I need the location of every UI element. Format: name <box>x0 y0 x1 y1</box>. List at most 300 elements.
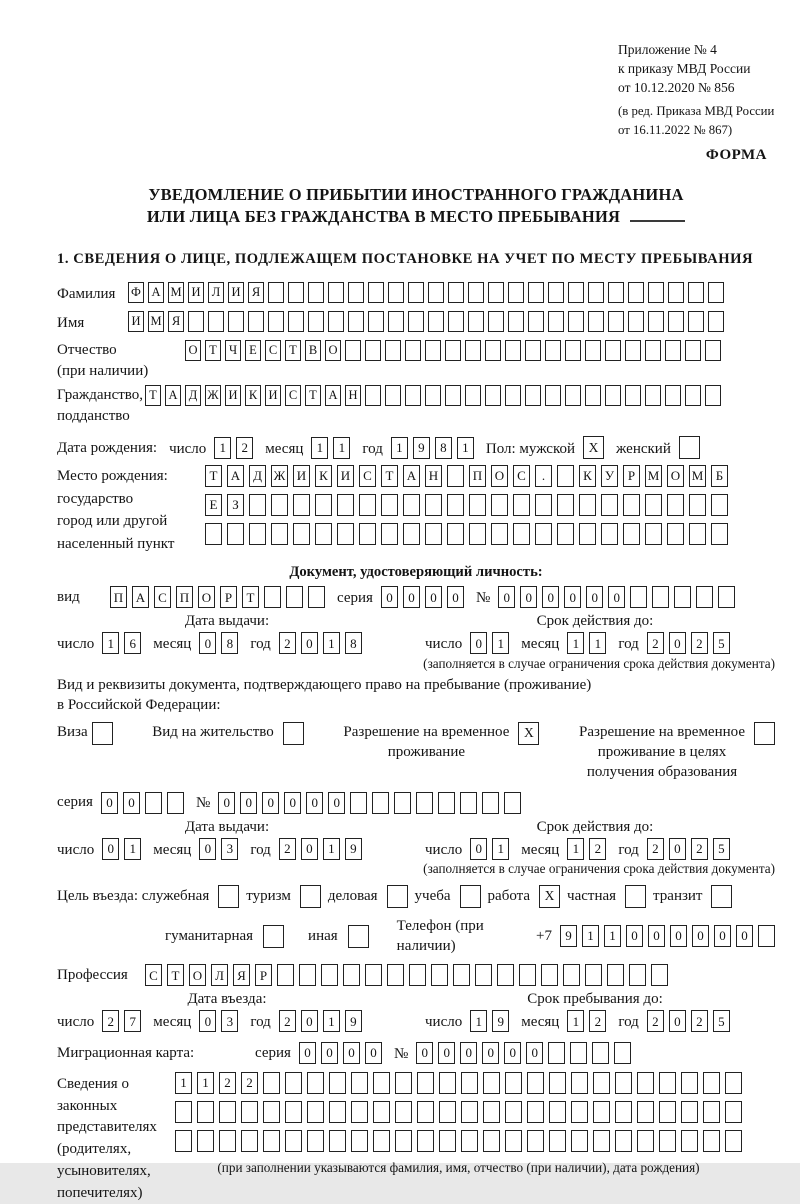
char-cell[interactable] <box>241 1101 258 1123</box>
char-cell[interactable]: 6 <box>124 632 141 654</box>
char-cell[interactable]: Д <box>249 465 266 487</box>
char-cell[interactable]: 0 <box>498 586 515 608</box>
char-cell[interactable] <box>528 282 544 303</box>
char-cell[interactable] <box>321 964 338 986</box>
char-cell[interactable] <box>605 385 621 406</box>
visa-checkbox[interactable] <box>92 722 113 745</box>
char-cell[interactable] <box>681 1072 698 1094</box>
char-cell[interactable] <box>685 340 701 361</box>
char-cell[interactable] <box>557 494 574 516</box>
char-cell[interactable] <box>549 1101 566 1123</box>
char-cell[interactable] <box>482 792 499 814</box>
char-cell[interactable] <box>431 964 448 986</box>
char-cell[interactable] <box>708 311 724 332</box>
char-cell[interactable]: М <box>168 282 184 303</box>
char-cell[interactable] <box>447 494 464 516</box>
char-cell[interactable] <box>623 523 640 545</box>
char-cell[interactable] <box>359 523 376 545</box>
char-cell[interactable] <box>703 1101 720 1123</box>
char-cell[interactable] <box>668 282 684 303</box>
char-cell[interactable]: 0 <box>586 586 603 608</box>
char-cell[interactable]: 1 <box>567 838 584 860</box>
char-cell[interactable] <box>689 494 706 516</box>
char-cell[interactable] <box>637 1101 654 1123</box>
char-cell[interactable] <box>725 1130 742 1152</box>
purpose-humanitarian-checkbox[interactable] <box>263 925 284 948</box>
char-cell[interactable]: 1 <box>214 437 231 459</box>
char-cell[interactable]: П <box>469 465 486 487</box>
char-cell[interactable]: С <box>154 586 171 608</box>
char-cell[interactable] <box>565 385 581 406</box>
char-cell[interactable] <box>271 523 288 545</box>
purpose-business-checkbox[interactable] <box>387 885 408 908</box>
purpose-work-checkbox[interactable]: X <box>539 885 560 908</box>
char-cell[interactable]: 1 <box>582 925 599 947</box>
char-cell[interactable] <box>725 1101 742 1123</box>
char-cell[interactable] <box>652 586 669 608</box>
char-cell[interactable] <box>268 311 284 332</box>
char-cell[interactable]: П <box>176 586 193 608</box>
char-cell[interactable] <box>497 964 514 986</box>
char-cell[interactable] <box>659 1072 676 1094</box>
char-cell[interactable]: 1 <box>567 632 584 654</box>
sex-female-checkbox[interactable] <box>679 436 700 459</box>
char-cell[interactable] <box>608 311 624 332</box>
char-cell[interactable] <box>528 311 544 332</box>
char-cell[interactable]: 1 <box>323 632 340 654</box>
char-cell[interactable]: 1 <box>175 1072 192 1094</box>
char-cell[interactable] <box>548 282 564 303</box>
char-cell[interactable] <box>488 282 504 303</box>
char-cell[interactable] <box>228 311 244 332</box>
char-cell[interactable] <box>725 1072 742 1094</box>
purpose-tourism-checkbox[interactable] <box>300 885 321 908</box>
char-cell[interactable] <box>718 586 735 608</box>
char-cell[interactable] <box>588 311 604 332</box>
char-cell[interactable]: 3 <box>221 838 238 860</box>
char-cell[interactable]: 1 <box>470 1010 487 1032</box>
char-cell[interactable] <box>585 340 601 361</box>
char-cell[interactable] <box>504 792 521 814</box>
char-cell[interactable]: А <box>165 385 181 406</box>
char-cell[interactable]: 1 <box>311 437 328 459</box>
char-cell[interactable] <box>395 1101 412 1123</box>
char-cell[interactable]: 9 <box>560 925 577 947</box>
char-cell[interactable] <box>417 1101 434 1123</box>
char-cell[interactable] <box>615 1130 632 1152</box>
char-cell[interactable]: 0 <box>648 925 665 947</box>
char-cell[interactable]: 0 <box>692 925 709 947</box>
char-cell[interactable]: И <box>188 282 204 303</box>
char-cell[interactable]: К <box>245 385 261 406</box>
char-cell[interactable]: Е <box>245 340 261 361</box>
char-cell[interactable] <box>445 385 461 406</box>
char-cell[interactable]: 2 <box>691 1010 708 1032</box>
char-cell[interactable] <box>175 1130 192 1152</box>
char-cell[interactable] <box>365 385 381 406</box>
char-cell[interactable]: О <box>325 340 341 361</box>
char-cell[interactable] <box>388 282 404 303</box>
char-cell[interactable]: И <box>293 465 310 487</box>
char-cell[interactable]: Е <box>205 494 222 516</box>
char-cell[interactable]: О <box>667 465 684 487</box>
char-cell[interactable]: Ж <box>271 465 288 487</box>
char-cell[interactable] <box>337 523 354 545</box>
char-cell[interactable] <box>385 385 401 406</box>
char-cell[interactable] <box>508 282 524 303</box>
char-cell[interactable] <box>615 1101 632 1123</box>
char-cell[interactable]: Т <box>145 385 161 406</box>
char-cell[interactable] <box>601 523 618 545</box>
purpose-private-checkbox[interactable] <box>625 885 646 908</box>
char-cell[interactable] <box>469 494 486 516</box>
char-cell[interactable]: 1 <box>124 838 141 860</box>
char-cell[interactable] <box>527 1072 544 1094</box>
char-cell[interactable]: 0 <box>365 1042 382 1064</box>
char-cell[interactable] <box>373 1072 390 1094</box>
char-cell[interactable]: 0 <box>608 586 625 608</box>
char-cell[interactable]: С <box>285 385 301 406</box>
char-cell[interactable] <box>368 282 384 303</box>
char-cell[interactable]: П <box>110 586 127 608</box>
char-cell[interactable]: В <box>305 340 321 361</box>
char-cell[interactable] <box>381 523 398 545</box>
char-cell[interactable] <box>579 523 596 545</box>
char-cell[interactable]: С <box>513 465 530 487</box>
char-cell[interactable]: 0 <box>301 1010 318 1032</box>
char-cell[interactable] <box>219 1101 236 1123</box>
char-cell[interactable] <box>293 523 310 545</box>
char-cell[interactable] <box>681 1101 698 1123</box>
char-cell[interactable] <box>438 792 455 814</box>
char-cell[interactable]: 2 <box>279 1010 296 1032</box>
char-cell[interactable]: 2 <box>647 632 664 654</box>
char-cell[interactable] <box>394 792 411 814</box>
char-cell[interactable] <box>365 340 381 361</box>
char-cell[interactable]: Н <box>425 465 442 487</box>
char-cell[interactable] <box>461 1101 478 1123</box>
char-cell[interactable]: 0 <box>123 792 140 814</box>
char-cell[interactable]: С <box>359 465 376 487</box>
char-cell[interactable] <box>485 385 501 406</box>
char-cell[interactable]: 2 <box>647 838 664 860</box>
char-cell[interactable] <box>593 1130 610 1152</box>
char-cell[interactable] <box>288 282 304 303</box>
char-cell[interactable] <box>350 792 367 814</box>
char-cell[interactable] <box>607 964 624 986</box>
char-cell[interactable]: 1 <box>391 437 408 459</box>
char-cell[interactable]: 2 <box>691 838 708 860</box>
char-cell[interactable] <box>571 1072 588 1094</box>
char-cell[interactable] <box>263 1072 280 1094</box>
char-cell[interactable] <box>703 1072 720 1094</box>
char-cell[interactable] <box>285 1101 302 1123</box>
char-cell[interactable] <box>668 311 684 332</box>
char-cell[interactable] <box>571 1101 588 1123</box>
char-cell[interactable]: К <box>315 465 332 487</box>
char-cell[interactable] <box>711 494 728 516</box>
char-cell[interactable]: 2 <box>279 632 296 654</box>
char-cell[interactable] <box>219 1130 236 1152</box>
char-cell[interactable] <box>288 311 304 332</box>
char-cell[interactable] <box>188 311 204 332</box>
char-cell[interactable] <box>248 311 264 332</box>
char-cell[interactable]: Ф <box>128 282 144 303</box>
char-cell[interactable]: 0 <box>321 1042 338 1064</box>
char-cell[interactable] <box>460 792 477 814</box>
char-cell[interactable]: 2 <box>102 1010 119 1032</box>
char-cell[interactable] <box>625 340 641 361</box>
char-cell[interactable] <box>395 1072 412 1094</box>
char-cell[interactable]: 0 <box>470 632 487 654</box>
char-cell[interactable] <box>488 311 504 332</box>
char-cell[interactable]: 0 <box>714 925 731 947</box>
char-cell[interactable]: 0 <box>101 792 118 814</box>
char-cell[interactable]: 0 <box>301 838 318 860</box>
char-cell[interactable] <box>447 523 464 545</box>
char-cell[interactable] <box>548 311 564 332</box>
char-cell[interactable]: 0 <box>301 632 318 654</box>
char-cell[interactable] <box>348 282 364 303</box>
char-cell[interactable] <box>508 311 524 332</box>
char-cell[interactable] <box>408 311 424 332</box>
char-cell[interactable] <box>403 523 420 545</box>
char-cell[interactable]: А <box>148 282 164 303</box>
char-cell[interactable] <box>175 1101 192 1123</box>
char-cell[interactable] <box>286 586 303 608</box>
char-cell[interactable] <box>557 523 574 545</box>
char-cell[interactable] <box>579 494 596 516</box>
char-cell[interactable] <box>365 964 382 986</box>
char-cell[interactable] <box>637 1072 654 1094</box>
char-cell[interactable] <box>307 1130 324 1152</box>
char-cell[interactable]: 8 <box>345 632 362 654</box>
sex-male-checkbox[interactable]: X <box>583 436 604 459</box>
char-cell[interactable] <box>667 523 684 545</box>
char-cell[interactable]: 1 <box>457 437 474 459</box>
char-cell[interactable] <box>307 1072 324 1094</box>
char-cell[interactable]: 1 <box>589 632 606 654</box>
char-cell[interactable] <box>696 586 713 608</box>
char-cell[interactable]: Л <box>211 964 228 986</box>
char-cell[interactable]: 8 <box>435 437 452 459</box>
char-cell[interactable] <box>705 340 721 361</box>
char-cell[interactable] <box>505 340 521 361</box>
char-cell[interactable] <box>329 1072 346 1094</box>
char-cell[interactable]: Я <box>168 311 184 332</box>
char-cell[interactable]: 2 <box>241 1072 258 1094</box>
char-cell[interactable] <box>625 385 641 406</box>
char-cell[interactable] <box>548 1042 565 1064</box>
char-cell[interactable]: 1 <box>333 437 350 459</box>
char-cell[interactable]: 0 <box>564 586 581 608</box>
char-cell[interactable] <box>505 385 521 406</box>
purpose-other-checkbox[interactable] <box>348 925 369 948</box>
char-cell[interactable] <box>665 385 681 406</box>
char-cell[interactable] <box>308 586 325 608</box>
char-cell[interactable] <box>271 494 288 516</box>
char-cell[interactable] <box>505 1072 522 1094</box>
char-cell[interactable] <box>645 385 661 406</box>
temp-residence-checkbox[interactable]: X <box>518 722 539 745</box>
char-cell[interactable] <box>475 964 492 986</box>
char-cell[interactable]: 0 <box>504 1042 521 1064</box>
char-cell[interactable] <box>249 494 266 516</box>
char-cell[interactable] <box>525 340 541 361</box>
char-cell[interactable]: Д <box>185 385 201 406</box>
char-cell[interactable] <box>585 964 602 986</box>
char-cell[interactable]: 9 <box>345 838 362 860</box>
char-cell[interactable] <box>513 494 530 516</box>
char-cell[interactable] <box>465 340 481 361</box>
char-cell[interactable]: 5 <box>713 632 730 654</box>
char-cell[interactable]: Б <box>711 465 728 487</box>
char-cell[interactable] <box>689 523 706 545</box>
char-cell[interactable] <box>351 1130 368 1152</box>
char-cell[interactable]: Т <box>381 465 398 487</box>
char-cell[interactable]: Ж <box>205 385 221 406</box>
char-cell[interactable] <box>337 494 354 516</box>
char-cell[interactable]: 1 <box>492 838 509 860</box>
char-cell[interactable] <box>373 1101 390 1123</box>
char-cell[interactable] <box>395 1130 412 1152</box>
char-cell[interactable]: 0 <box>299 1042 316 1064</box>
char-cell[interactable] <box>268 282 284 303</box>
char-cell[interactable]: 0 <box>670 925 687 947</box>
char-cell[interactable] <box>568 282 584 303</box>
char-cell[interactable]: 0 <box>199 838 216 860</box>
char-cell[interactable] <box>373 1130 390 1152</box>
char-cell[interactable] <box>685 385 701 406</box>
char-cell[interactable] <box>417 1130 434 1152</box>
char-cell[interactable] <box>711 523 728 545</box>
char-cell[interactable] <box>568 311 584 332</box>
char-cell[interactable] <box>359 494 376 516</box>
char-cell[interactable]: 1 <box>197 1072 214 1094</box>
char-cell[interactable] <box>667 494 684 516</box>
char-cell[interactable] <box>549 1130 566 1152</box>
char-cell[interactable]: 0 <box>520 586 537 608</box>
char-cell[interactable]: 0 <box>460 1042 477 1064</box>
char-cell[interactable] <box>645 523 662 545</box>
char-cell[interactable]: . <box>535 465 552 487</box>
char-cell[interactable]: О <box>198 586 215 608</box>
char-cell[interactable] <box>705 385 721 406</box>
char-cell[interactable]: И <box>265 385 281 406</box>
char-cell[interactable] <box>328 311 344 332</box>
char-cell[interactable]: 0 <box>447 586 464 608</box>
residence-permit-checkbox[interactable] <box>283 722 304 745</box>
char-cell[interactable] <box>329 1130 346 1152</box>
char-cell[interactable] <box>249 523 266 545</box>
char-cell[interactable]: 1 <box>492 632 509 654</box>
char-cell[interactable] <box>623 494 640 516</box>
char-cell[interactable] <box>630 586 647 608</box>
char-cell[interactable]: 1 <box>323 838 340 860</box>
char-cell[interactable]: М <box>148 311 164 332</box>
char-cell[interactable]: Я <box>233 964 250 986</box>
char-cell[interactable] <box>703 1130 720 1152</box>
char-cell[interactable]: 0 <box>626 925 643 947</box>
char-cell[interactable]: 0 <box>218 792 235 814</box>
char-cell[interactable]: Р <box>623 465 640 487</box>
char-cell[interactable]: 0 <box>262 792 279 814</box>
char-cell[interactable]: 0 <box>328 792 345 814</box>
char-cell[interactable] <box>385 340 401 361</box>
char-cell[interactable] <box>447 465 464 487</box>
char-cell[interactable]: Т <box>205 465 222 487</box>
char-cell[interactable]: 2 <box>589 1010 606 1032</box>
char-cell[interactable] <box>665 340 681 361</box>
char-cell[interactable] <box>425 385 441 406</box>
char-cell[interactable] <box>681 1130 698 1152</box>
char-cell[interactable] <box>601 494 618 516</box>
char-cell[interactable]: А <box>325 385 341 406</box>
char-cell[interactable]: 0 <box>284 792 301 814</box>
char-cell[interactable] <box>351 1101 368 1123</box>
char-cell[interactable] <box>285 1130 302 1152</box>
char-cell[interactable] <box>651 964 668 986</box>
char-cell[interactable]: И <box>337 465 354 487</box>
char-cell[interactable] <box>571 1130 588 1152</box>
char-cell[interactable] <box>674 586 691 608</box>
char-cell[interactable]: 5 <box>713 1010 730 1032</box>
char-cell[interactable] <box>425 340 441 361</box>
char-cell[interactable] <box>263 1101 280 1123</box>
char-cell[interactable] <box>205 523 222 545</box>
char-cell[interactable] <box>308 311 324 332</box>
char-cell[interactable] <box>593 1101 610 1123</box>
char-cell[interactable]: 0 <box>199 1010 216 1032</box>
char-cell[interactable] <box>439 1101 456 1123</box>
char-cell[interactable] <box>483 1072 500 1094</box>
char-cell[interactable] <box>565 340 581 361</box>
char-cell[interactable] <box>605 340 621 361</box>
temp-residence-edu-checkbox[interactable] <box>754 722 775 745</box>
char-cell[interactable] <box>439 1130 456 1152</box>
char-cell[interactable]: У <box>601 465 618 487</box>
char-cell[interactable] <box>408 282 424 303</box>
char-cell[interactable] <box>315 494 332 516</box>
char-cell[interactable]: К <box>579 465 596 487</box>
char-cell[interactable] <box>491 494 508 516</box>
char-cell[interactable] <box>453 964 470 986</box>
char-cell[interactable]: 0 <box>381 586 398 608</box>
char-cell[interactable] <box>527 1130 544 1152</box>
char-cell[interactable] <box>525 385 541 406</box>
char-cell[interactable] <box>445 340 461 361</box>
char-cell[interactable] <box>545 385 561 406</box>
char-cell[interactable] <box>628 282 644 303</box>
char-cell[interactable]: Т <box>242 586 259 608</box>
char-cell[interactable]: 2 <box>219 1072 236 1094</box>
char-cell[interactable]: 5 <box>713 838 730 860</box>
char-cell[interactable] <box>688 311 704 332</box>
char-cell[interactable]: С <box>265 340 281 361</box>
char-cell[interactable] <box>345 340 361 361</box>
char-cell[interactable] <box>758 925 775 947</box>
char-cell[interactable] <box>615 1072 632 1094</box>
char-cell[interactable]: 0 <box>669 1010 686 1032</box>
char-cell[interactable]: 1 <box>567 1010 584 1032</box>
char-cell[interactable]: 0 <box>306 792 323 814</box>
char-cell[interactable]: 0 <box>526 1042 543 1064</box>
char-cell[interactable]: М <box>645 465 662 487</box>
char-cell[interactable] <box>425 494 442 516</box>
char-cell[interactable] <box>485 340 501 361</box>
char-cell[interactable]: А <box>132 586 149 608</box>
char-cell[interactable]: Т <box>167 964 184 986</box>
